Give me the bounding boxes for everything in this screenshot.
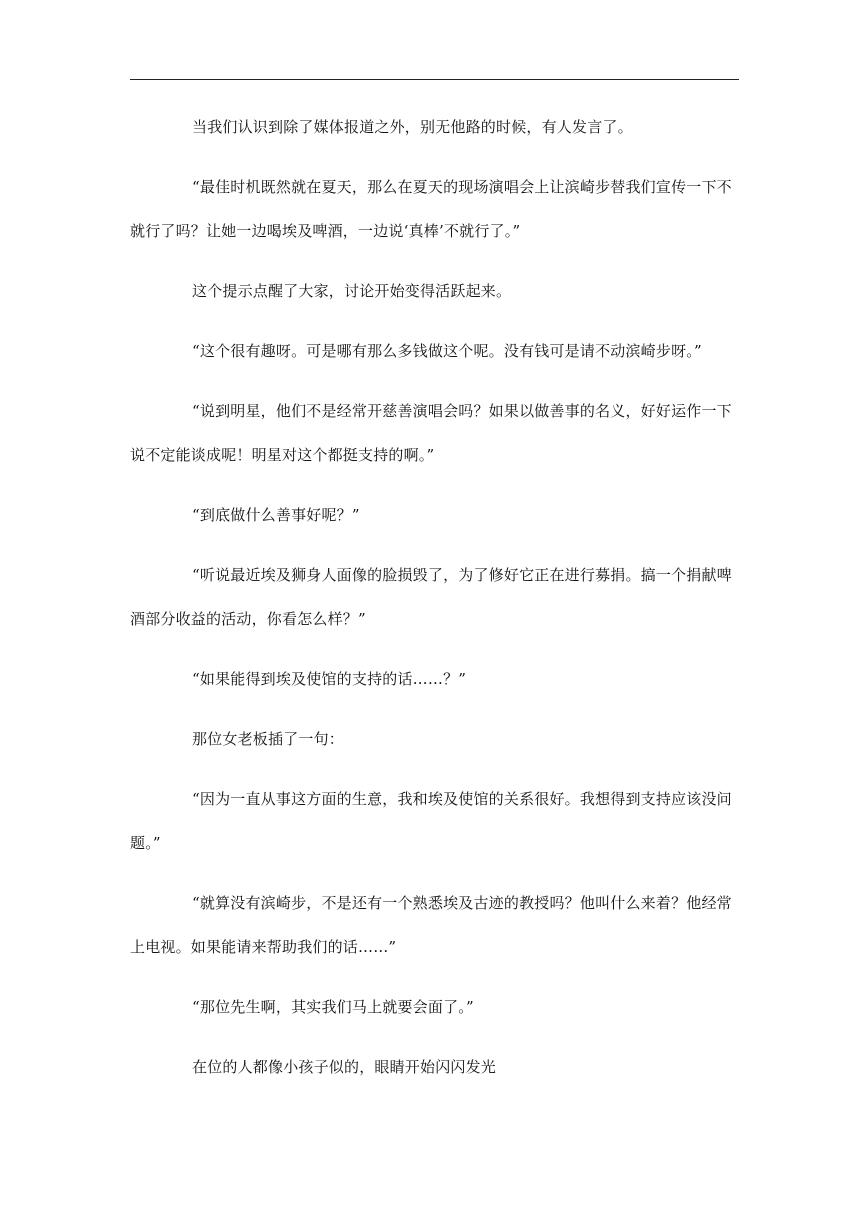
paragraph: “那位先生啊，其实我们马上就要会面了。” — [192, 998, 474, 1016]
paragraph: “最佳时机既然就在夏天，那么在夏天的现场演唱会上让滨崎步替我们宣传一下不就行了吗？让她一边喝埃及啤酒，一边说‘真棒’不就行了。” — [130, 178, 732, 240]
paragraph: 当我们认识到除了媒体报道之外，别无他路的时候，有人发言了。 — [192, 118, 633, 136]
paragraph: “说到明星，他们不是经常开慈善演唱会吗？如果以做善事的名义，好好运作一下说不定能谈成呢！明星对这个都挺支持的啊。” — [130, 402, 732, 464]
paragraph: “这个很有趣呀。可是哪有那么多钱做这个呢。没有钱可是请不动滨崎步呀。” — [192, 342, 702, 360]
paragraph: “到底做什么善事好呢？” — [192, 506, 360, 524]
header-rule — [130, 79, 739, 80]
body-text — [130, 105, 742, 1105]
paragraph: 那位女老板插了一句： — [192, 730, 345, 748]
paragraph: 这个提示点醒了大家，讨论开始变得活跃起来。 — [192, 282, 512, 300]
paragraph: “因为一直从事这方面的生意，我和埃及使馆的关系很好。我想得到支持应该没问题。” — [130, 790, 732, 852]
paragraph: “如果能得到埃及使馆的支持的话……？” — [192, 670, 467, 688]
paragraph: “听说最近埃及狮身人面像的脸损毁了，为了修好它正在进行募捐。搞一个捐献啤酒部分收益的活动，你看怎么样？” — [130, 566, 732, 628]
paragraph: “就算没有滨崎步，不是还有一个熟悉埃及古迹的教授吗？他叫什么来着？他经常上电视。如果能请来帮助我们的话……” — [130, 894, 732, 956]
paragraph: 在位的人都像小孩子似的，眼睛开始闪闪发光 — [192, 1058, 497, 1076]
